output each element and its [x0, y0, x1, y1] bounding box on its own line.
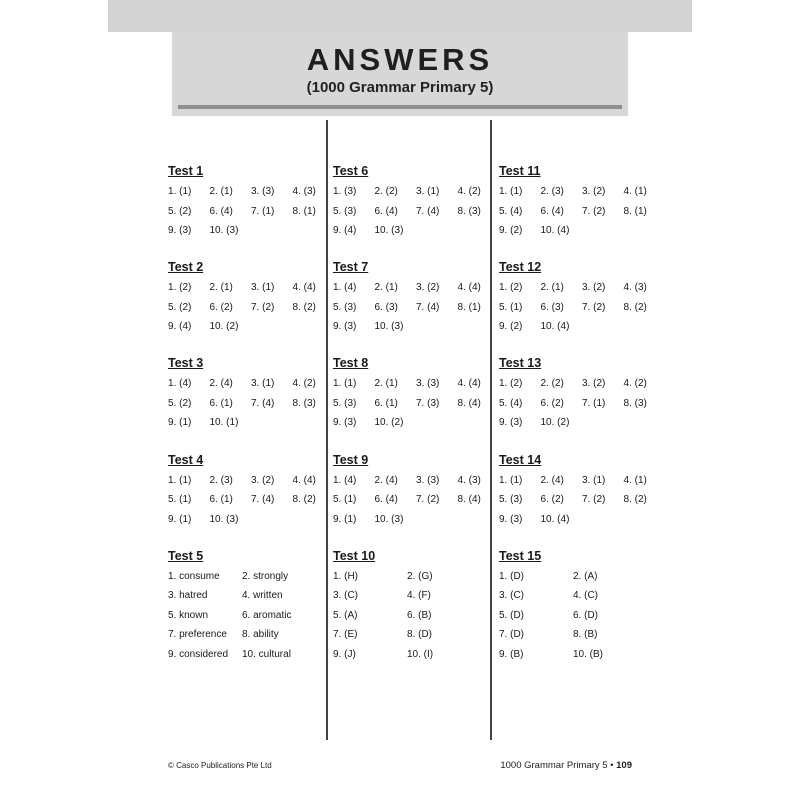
- answer-item: 2. (1): [209, 186, 233, 197]
- test-title: Test 1: [168, 164, 204, 178]
- answer-item: 2. (3): [540, 186, 564, 197]
- answer-item: 9. (3): [499, 417, 523, 429]
- answer-item: 7. (4): [251, 397, 275, 409]
- answer-grid: [168, 471, 320, 530]
- answer-item: 7. preference: [168, 629, 227, 641]
- answer-item: 9. (3): [499, 513, 523, 525]
- answer-item: 7. (2): [416, 494, 440, 506]
- answer-item: 4. written: [242, 590, 283, 602]
- answer-item: 8. (3): [457, 205, 481, 217]
- copyright-notice: © Casco Publications Pte Ltd: [168, 761, 272, 770]
- answer-item: 6. (2): [209, 301, 233, 313]
- answer-item: 4. (1): [623, 474, 647, 486]
- answer-grid: [499, 471, 651, 530]
- answer-item: 9. considered: [168, 648, 229, 660]
- answer-item: 6. (1): [209, 494, 233, 506]
- answer-item: 10. (2): [540, 417, 570, 429]
- answer-item: 5. (3): [333, 301, 357, 313]
- answer-column-1: [168, 162, 320, 660]
- answer-item: 9. (3): [333, 321, 357, 333]
- answer-item: 1. (2): [499, 282, 523, 294]
- answer-item: 5. (A): [333, 609, 358, 621]
- test-title: Test 13: [499, 356, 542, 371]
- answer-item: 1. (1): [168, 186, 192, 197]
- answer-item: 10. (1): [209, 417, 239, 429]
- answer-item: 10. (4): [540, 513, 570, 525]
- answer-grid: [333, 278, 485, 337]
- test-title: Test 10: [333, 548, 376, 563]
- page-subtitle: (1000 Grammar Primary 5): [306, 79, 494, 96]
- answer-item: 9. (2): [499, 321, 523, 333]
- answer-item: 3. (2): [582, 282, 606, 294]
- answer-item: 6. (1): [374, 397, 398, 409]
- answer-grid: [499, 374, 651, 433]
- answer-item: 5. known: [168, 609, 209, 621]
- answer-item: 5. (3): [333, 397, 357, 409]
- answer-item: 7. (D): [499, 629, 524, 641]
- answer-item: 3. (3): [416, 474, 440, 486]
- answer-item: 10. (2): [374, 417, 404, 429]
- answer-item: 10. (3): [374, 225, 404, 236]
- page-footer: [500, 760, 632, 771]
- test-block: [168, 451, 320, 547]
- test-title: Test 3: [168, 356, 204, 371]
- answer-item: 9. (1): [168, 417, 192, 429]
- answer-item: 3. (3): [251, 186, 275, 197]
- test-block: [499, 354, 651, 450]
- page-number: 109: [616, 760, 632, 771]
- answer-item: 5. (1): [499, 301, 523, 313]
- answer-item: 9. (3): [333, 417, 357, 429]
- answer-item: 7. (E): [333, 629, 358, 641]
- answer-grid: [168, 567, 320, 665]
- answer-item: 3. (1): [251, 378, 275, 390]
- answer-item: 3. (2): [582, 378, 606, 390]
- answer-item: 9. (2): [499, 225, 523, 236]
- test-block: [333, 258, 485, 354]
- answer-item: 4. (2): [623, 378, 647, 390]
- answer-item: 5. (4): [499, 397, 523, 409]
- answer-item: 6. (D): [573, 609, 598, 621]
- answer-item: 4. (2): [292, 378, 316, 390]
- answer-item: 8. (1): [457, 301, 481, 313]
- answer-item: 2. (4): [374, 474, 398, 486]
- answer-item: 2. (1): [374, 282, 398, 294]
- answer-item: 4. (4): [292, 474, 316, 486]
- answer-item: 8. ability: [242, 629, 279, 641]
- answer-item: 4. (C): [573, 590, 598, 602]
- answer-item: 6. (2): [540, 494, 564, 506]
- answer-item: 7. (2): [582, 205, 606, 217]
- test-block: [333, 547, 485, 660]
- test-block: [168, 354, 320, 450]
- answer-item: 6. (2): [540, 397, 564, 409]
- answer-item: 1. (D): [499, 570, 524, 582]
- answer-item: 4. (2): [457, 186, 481, 197]
- answer-item: 7. (2): [582, 494, 606, 506]
- answer-item: 1. consume: [168, 570, 220, 582]
- answer-item: 8. (2): [623, 301, 647, 313]
- answer-item: 2. (2): [540, 378, 564, 390]
- answer-item: 9. (J): [333, 648, 356, 660]
- test-block: [499, 547, 651, 660]
- answer-grid: [168, 374, 320, 433]
- test-title: Test 12: [499, 260, 542, 275]
- answer-item: 7. (4): [416, 205, 440, 217]
- answer-item: 2. (A): [573, 570, 598, 582]
- answer-grid: [499, 182, 651, 241]
- answer-item: 3. (1): [251, 282, 275, 294]
- answer-item: 4. (4): [457, 282, 481, 294]
- answer-item: 10. (2): [209, 321, 239, 333]
- answer-item: 2. (1): [209, 282, 233, 294]
- answer-item: 1. (2): [499, 378, 523, 390]
- answer-item: 2. (G): [407, 570, 433, 582]
- answer-item: 8. (4): [457, 397, 481, 409]
- answer-item: 6. (4): [540, 205, 564, 217]
- answer-item: 10. (3): [374, 321, 404, 333]
- answer-item: 9. (1): [333, 513, 357, 525]
- answer-item: 1. (4): [168, 378, 192, 390]
- answer-item: 1. (3): [333, 186, 357, 197]
- answer-item: 5. (3): [333, 205, 357, 217]
- test-block: [499, 258, 651, 354]
- answer-item: 8. (3): [623, 397, 647, 409]
- answer-item: 8. (2): [292, 301, 316, 313]
- test-block: [168, 258, 320, 354]
- answer-item: 5. (1): [168, 494, 192, 506]
- answer-column-2: [333, 162, 485, 660]
- answer-item: 8. (2): [623, 494, 647, 506]
- answer-item: 5. (2): [168, 205, 192, 217]
- answer-item: 3. (2): [251, 474, 275, 486]
- answer-item: 5. (2): [168, 301, 192, 313]
- answer-item: 7. (2): [582, 301, 606, 313]
- answer-item: 1. (1): [499, 474, 523, 486]
- answer-item: 6. (4): [374, 494, 398, 506]
- answer-item: 6. aromatic: [242, 609, 292, 621]
- test-block: [333, 162, 485, 258]
- answer-item: 1. (H): [333, 570, 358, 582]
- answer-column-3: [499, 162, 651, 660]
- answer-item: 4. (4): [292, 282, 316, 294]
- answer-item: 1. (1): [333, 378, 357, 390]
- answer-item: 9. (B): [499, 648, 524, 660]
- answer-item: 9. (4): [333, 225, 357, 236]
- answer-item: 2. (1): [540, 282, 564, 294]
- top-grey-band: [108, 0, 692, 32]
- answer-item: 1. (2): [168, 282, 192, 294]
- answer-item: 2. (1): [374, 378, 398, 390]
- answer-item: 2. strongly: [242, 570, 289, 582]
- answer-item: 2. (4): [540, 474, 564, 486]
- test-title: Test 15: [499, 548, 542, 563]
- answer-grid: [333, 567, 485, 665]
- answer-item: 7. (3): [416, 397, 440, 409]
- answer-item: 5. (2): [168, 397, 192, 409]
- test-block: [168, 547, 320, 660]
- answer-item: 7. (2): [251, 301, 275, 313]
- answer-item: 1. (4): [333, 474, 357, 486]
- answer-item: 10. (4): [540, 321, 570, 333]
- book-title: 1000 Grammar Primary 5 •: [500, 760, 614, 771]
- answer-item: 5. (1): [333, 494, 357, 506]
- answer-item: 5. (3): [499, 494, 523, 506]
- test-title: Test 6: [333, 164, 369, 178]
- answer-item: 5. (D): [499, 609, 524, 621]
- answer-item: 4. (3): [292, 186, 316, 197]
- test-block: [333, 354, 485, 450]
- answer-item: 2. (3): [209, 474, 233, 486]
- test-block: [499, 451, 651, 547]
- answer-item: 3. (C): [499, 590, 524, 602]
- test-title: Test 2: [168, 260, 204, 275]
- answer-item: 4. (4): [457, 378, 481, 390]
- answer-item: 9. (1): [168, 513, 192, 525]
- answer-item: 3. (3): [416, 378, 440, 390]
- answer-item: 4. (3): [457, 474, 481, 486]
- answer-item: 3. (2): [416, 282, 440, 294]
- answer-item: 8. (2): [292, 494, 316, 506]
- answer-grid: [168, 278, 320, 337]
- test-title: Test 8: [333, 356, 369, 371]
- answer-item: 8. (D): [407, 629, 432, 641]
- answer-item: 7. (4): [251, 494, 275, 506]
- answer-item: 10. (3): [209, 513, 239, 525]
- title-underline: [178, 105, 622, 109]
- answer-item: 10. (4): [540, 225, 570, 236]
- answer-item: 7. (1): [251, 205, 275, 217]
- answer-item: 4. (F): [407, 590, 431, 602]
- answer-item: 2. (4): [209, 378, 233, 390]
- answer-item: 10. cultural: [242, 648, 291, 660]
- title-banner: [172, 32, 628, 116]
- answer-item: 1. (1): [168, 474, 192, 486]
- answer-item: 8. (3): [292, 397, 316, 409]
- answer-item: 8. (4): [457, 494, 481, 506]
- test-title: Test 9: [333, 452, 369, 467]
- answer-item: 1. (4): [333, 282, 357, 294]
- answer-item: 10. (3): [209, 225, 239, 236]
- answer-grid: [333, 471, 485, 530]
- answer-item: 6. (3): [540, 301, 564, 313]
- answer-item: 1. (1): [499, 186, 523, 197]
- test-title: Test 5: [168, 548, 204, 563]
- test-title: Test 11: [499, 164, 541, 178]
- answer-item: 8. (1): [623, 205, 647, 217]
- answer-item: 6. (3): [374, 301, 398, 313]
- answer-item: 6. (1): [209, 397, 233, 409]
- answer-item: 3. (1): [416, 186, 440, 197]
- answer-item: 3. hatred: [168, 590, 208, 602]
- answer-item: 10. (B): [573, 648, 604, 660]
- answer-item: 6. (4): [374, 205, 398, 217]
- answer-grid: [333, 374, 485, 433]
- test-block: [168, 162, 320, 258]
- answer-item: 3. (2): [582, 186, 606, 197]
- test-title: Test 14: [499, 452, 542, 467]
- answer-item: 8. (1): [292, 205, 316, 217]
- answer-item: 5. (4): [499, 205, 523, 217]
- test-title: Test 7: [333, 260, 369, 275]
- test-block: [499, 162, 651, 258]
- answer-item: 4. (1): [623, 186, 647, 197]
- answer-item: 6. (4): [209, 205, 233, 217]
- answer-grid: [168, 182, 320, 241]
- answer-item: 7. (4): [416, 301, 440, 313]
- answer-grid: [499, 567, 651, 665]
- answer-item: 2. (2): [374, 186, 398, 197]
- answer-item: 10. (3): [374, 513, 404, 525]
- answer-item: 7. (1): [582, 397, 606, 409]
- answer-item: 9. (4): [168, 321, 192, 333]
- answer-item: 4. (3): [623, 282, 647, 294]
- answer-item: 9. (3): [168, 225, 192, 236]
- answer-item: 3. (1): [582, 474, 606, 486]
- answer-grid: [333, 182, 485, 241]
- answer-item: 6. (B): [407, 609, 432, 621]
- answer-grid: [499, 278, 651, 337]
- answer-item: 10. (I): [407, 648, 434, 660]
- test-title: Test 4: [168, 452, 204, 467]
- page-title: ANSWERS: [306, 42, 494, 77]
- answer-item: 8. (B): [573, 629, 598, 641]
- test-block: [333, 451, 485, 547]
- answer-item: 3. (C): [333, 590, 358, 602]
